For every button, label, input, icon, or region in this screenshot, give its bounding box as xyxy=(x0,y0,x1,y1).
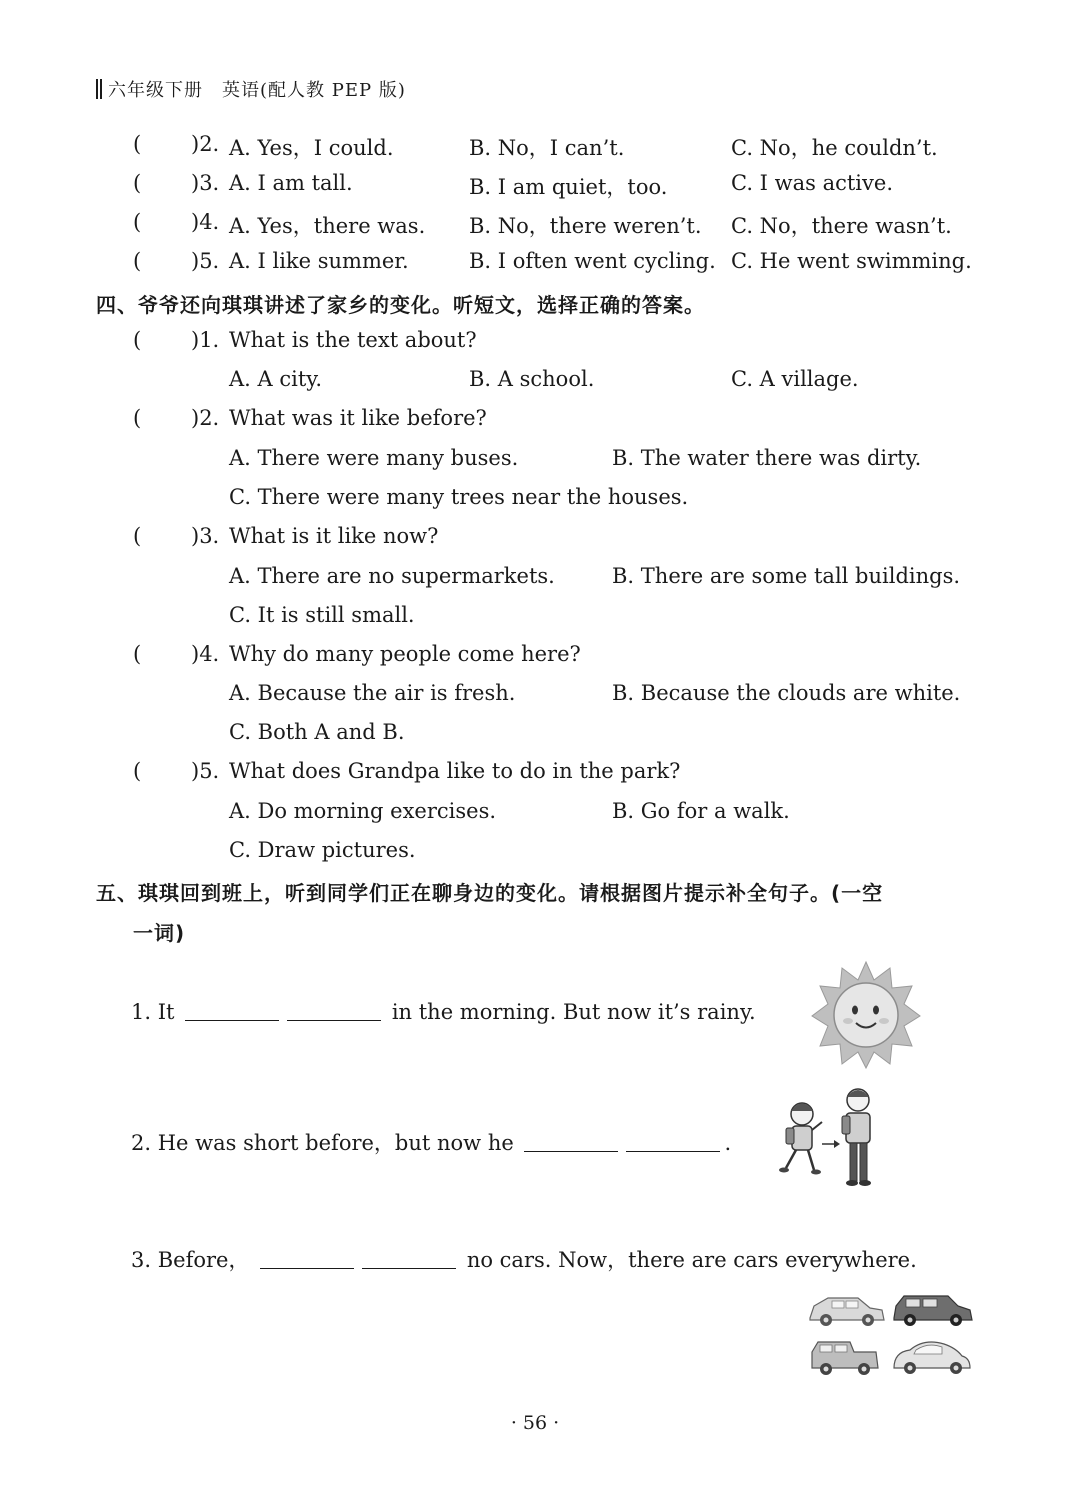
option-a: A. Yes，I could. xyxy=(229,136,394,160)
option-a: A. I am tall. xyxy=(229,171,353,195)
option-b: B. There are some tall buildings. xyxy=(612,564,961,588)
answer-blank[interactable] xyxy=(524,1133,618,1152)
fill-sentence-1: 1. It in the morning. But now it’s rainy. xyxy=(131,1000,756,1024)
option-b: B. A school. xyxy=(469,367,595,391)
option-b: B. I am quiet，too. xyxy=(469,175,668,199)
section-5-title-cont: 一词) xyxy=(133,921,186,945)
answer-blank[interactable] xyxy=(626,1133,720,1152)
answer-blank[interactable] xyxy=(287,1002,381,1021)
option-c: C. It is still small. xyxy=(229,603,415,627)
option-c: C. No，he couldn’t. xyxy=(731,136,938,160)
answer-blank[interactable] xyxy=(185,1002,279,1021)
answer-blank[interactable] xyxy=(362,1250,456,1269)
section-4-title: 四、爷爷还向琪琪讲述了家乡的变化。听短文，选择正确的答案。 xyxy=(96,293,705,317)
option-a: A. Do morning exercises. xyxy=(229,799,497,823)
option-c: C. A village. xyxy=(731,367,859,391)
option-b: B. The water there was dirty. xyxy=(612,446,922,470)
boy-growing-taller-icon xyxy=(772,1086,884,1192)
option-a: A. Because the air is fresh. xyxy=(229,681,516,705)
option-c: C. No，there wasn’t. xyxy=(731,214,952,238)
cars-icon xyxy=(806,1290,976,1382)
option-b: B. Go for a walk. xyxy=(612,799,790,823)
smiling-sun-icon xyxy=(810,960,922,1070)
option-a: A. Yes，there was. xyxy=(229,214,426,238)
option-b: B. No，I can’t. xyxy=(469,136,625,160)
page-number: · 56 · xyxy=(510,1412,560,1434)
question-text: What is the text about? xyxy=(229,328,477,352)
option-a: A. There are no supermarkets. xyxy=(229,564,555,588)
option-a: A. I like summer. xyxy=(229,249,409,273)
option-a: A. There were many buses. xyxy=(229,446,519,470)
header-title: 六年级下册 英语(配人教 PEP 版) xyxy=(108,80,406,101)
question-text: What is it like now? xyxy=(229,524,439,548)
option-b: B. I often went cycling. xyxy=(469,249,716,273)
option-c: C. There were many trees near the houses. xyxy=(229,485,689,509)
question-text: What does Grandpa like to do in the park? xyxy=(229,759,681,783)
option-c: C. He went swimming. xyxy=(731,249,972,273)
question-text: What was it like before? xyxy=(229,406,487,430)
fill-sentence-3: 3. Before， no cars. Now，there are cars everywhere. xyxy=(131,1248,917,1272)
fill-sentence-2: 2. He was short before，but now he . xyxy=(131,1131,732,1155)
option-a: A. A city. xyxy=(229,367,323,391)
section-5-title: 五、琪琪回到班上，听到同学们正在聊身边的变化。请根据图片提示补全句子。(一空 xyxy=(96,881,884,905)
answer-blank[interactable] xyxy=(260,1250,354,1269)
question-text: Why do many people come here? xyxy=(229,642,581,666)
option-b: B. Because the clouds are white. xyxy=(612,681,961,705)
option-c: C. Draw pictures. xyxy=(229,838,416,862)
page-header xyxy=(96,76,406,102)
option-b: B. No，there weren’t. xyxy=(469,214,702,238)
option-c: C. I was active. xyxy=(731,171,893,195)
option-c: C. Both A and B. xyxy=(229,720,405,744)
